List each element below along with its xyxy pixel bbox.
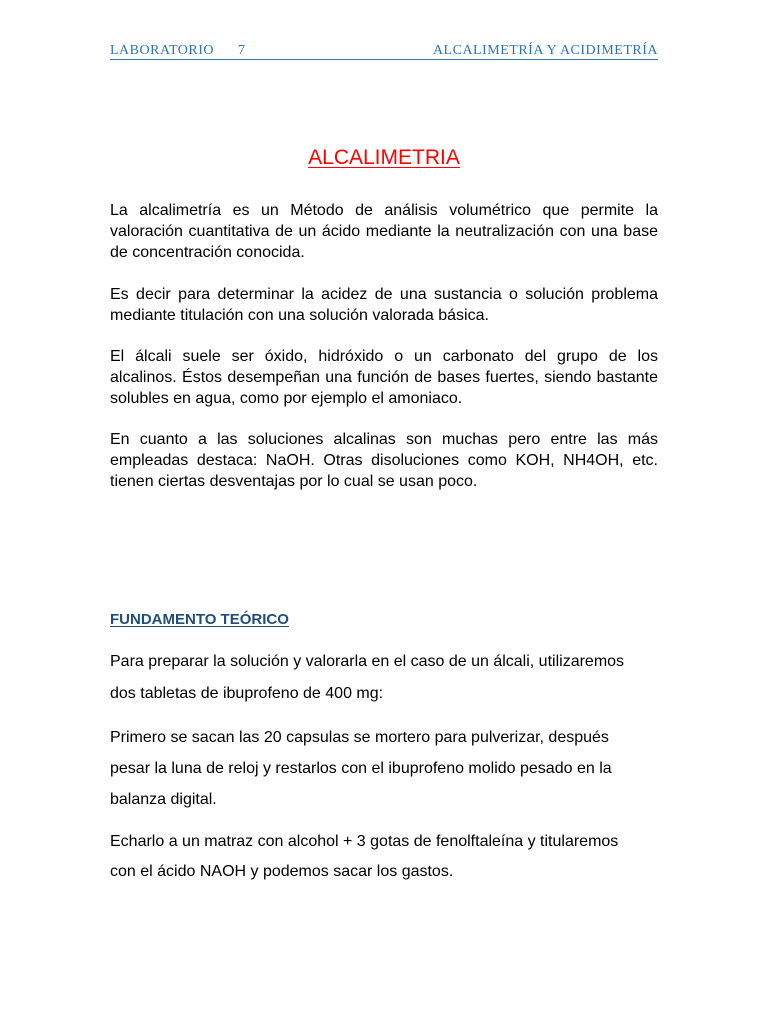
paragraph-preparation <box>110 646 658 710</box>
text-line: balanza digital. <box>110 791 217 808</box>
page-title: ALCALIMETRIA <box>308 146 460 169</box>
text-line: Es decir para determinar la acidez de una sustancia o solución problema <box>110 286 658 303</box>
page-header <box>110 43 658 60</box>
text-line: alcalinos. Éstos desempeñan una función de bases fuertes, siendo bastante <box>110 369 658 386</box>
paragraph-titration <box>110 827 658 887</box>
text-line: Primero se sacan las 20 capsulas se mortero para pulverizar, después <box>110 729 609 746</box>
text-line: de concentración conocida. <box>110 244 305 261</box>
text-line: pesar la luna de reloj y restarlos con el ibuprofeno molido pesado en la <box>110 760 612 777</box>
text-line: Echarlo a un matraz con alcohol + 3 gotas de fenolftaleína y titularemos <box>110 833 619 850</box>
paragraph-solutions <box>110 429 658 492</box>
text-line: Para preparar la solución y valorarla en el caso de un álcali, utilizaremos <box>110 653 625 670</box>
text-line: mediante titulación con una solución valorada básica. <box>110 307 489 324</box>
text-line: tienen ciertas desventajas por lo cual se usan poco. <box>110 473 478 490</box>
header-lab-number: LABORATORIO 7 <box>110 43 246 58</box>
paragraph-procedure <box>110 722 658 815</box>
paragraph-definition <box>110 200 658 263</box>
paragraph-purpose <box>110 284 658 326</box>
text-line: con el ácido NAOH y podemos sacar los gastos. <box>110 863 454 880</box>
text-line: La alcalimetría es un Método de análisis volumétrico que permite la <box>110 202 658 219</box>
paragraph-alkali <box>110 346 658 409</box>
text-line: valoración cuantitativa de un ácido mediante la neutralización con una base <box>110 223 658 240</box>
section-heading: FUNDAMENTO TEÓRICO <box>110 611 289 628</box>
header-topic: ALCALIMETRÍA Y ACIDIMETRÍA <box>432 43 658 58</box>
text-line: empleadas destaca: NaOH. Otras disoluciones como KOH, NH4OH, etc. <box>110 452 658 469</box>
text-line: solubles en agua, como por ejemplo el amoniaco. <box>110 390 463 407</box>
text-line: En cuanto a las soluciones alcalinas son muchas pero entre las más <box>110 431 658 448</box>
text-line: dos tabletas de ibuprofeno de 400 mg: <box>110 685 384 702</box>
text-line: El álcali suele ser óxido, hidróxido o un carbonato del grupo de los <box>110 348 658 365</box>
